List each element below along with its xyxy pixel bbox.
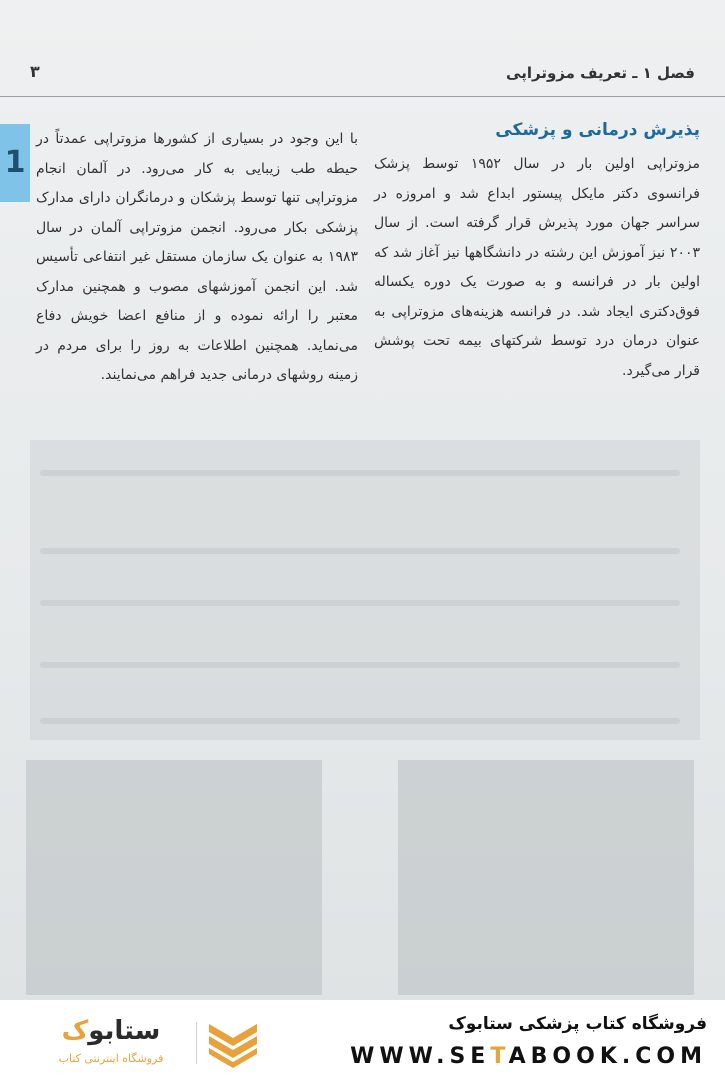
logo-tagline: فروشگاه اینترنتی کتاب	[58, 1052, 164, 1065]
bleed-through-line	[40, 600, 680, 606]
header-rule	[0, 96, 725, 97]
bleed-through-line	[40, 718, 680, 724]
store-url-part: ABOOK.COM	[508, 1044, 707, 1069]
chapter-title: فصل ۱ ـ تعریف مزوتراپی	[506, 64, 695, 82]
store-footer-banner	[0, 1000, 725, 1080]
store-name: فروشگاه کتاب پزشکی ستابوک	[448, 1014, 707, 1034]
bleed-through-table	[30, 440, 700, 740]
bleed-through-line	[40, 470, 680, 476]
stacked-chevrons-logo-icon	[205, 1018, 261, 1068]
logo-word-main: ستابو	[88, 1016, 161, 1046]
store-url-accent: T	[490, 1044, 509, 1069]
store-logo-wordmark	[36, 1016, 186, 1046]
logo-word-accent: ک	[61, 1016, 89, 1046]
right-column-paragraph: مزوتراپی اولین بار در سال ۱۹۵۲ توسط پزشک فرانسوی دکتر مایکل پیستور ابداع شد و امروزه در سراسر جهان مورد پذیرش قرار گرفته است. از سال ۲۰۰۳ نیز آموزش این رشته در دانشگاهها نیز آغاز شد که اولین بار در فرانسه و به صورت یک دوره یکساله فوق‌دکتری ایجاد شد. در فرانسه هزینه‌های مزوتراپی به عنوان درمان درد توسط شرکتهای بیمه تحت پوشش قرار می‌گیرد.	[374, 156, 700, 379]
bleed-through-photo-right	[398, 760, 694, 995]
page-number: ۳	[30, 62, 40, 81]
chapter-tab: 1	[0, 124, 30, 202]
running-head	[30, 60, 695, 90]
store-url	[350, 1044, 707, 1069]
bleed-through-line	[40, 548, 680, 554]
bleed-through-photo-left	[26, 760, 322, 995]
store-url-part: WWW.SE	[350, 1044, 491, 1069]
bleed-through-line	[40, 662, 680, 668]
left-column-paragraph: با این وجود در بسیاری از کشورها مزوتراپی عمدتاً در حیطه طب زیبایی به کار می‌رود. در آلمان انجام مزوتراپی تنها توسط پزشکان و درمانگران دارای مدارک پزشکی بکار می‌رود. انجمن مزوتراپی آلمان در سال ۱۹۸۳ به عنوان یک سازمان مستقل غیر انتفاعی تأسیس شد. این انجمن آموزشهای مصوب و همچنین مدارک معتبر را ارائه نموده و از منافع اعضا خویش دفاع می‌نماید. همچنین اطلاعات به روز را برای مردم در زمینه روشهای درمانی جدید فراهم می‌نمایند.	[36, 131, 358, 383]
logo-divider	[196, 1022, 197, 1064]
section-heading: پذیرش درمانی و پزشکی	[495, 120, 700, 140]
